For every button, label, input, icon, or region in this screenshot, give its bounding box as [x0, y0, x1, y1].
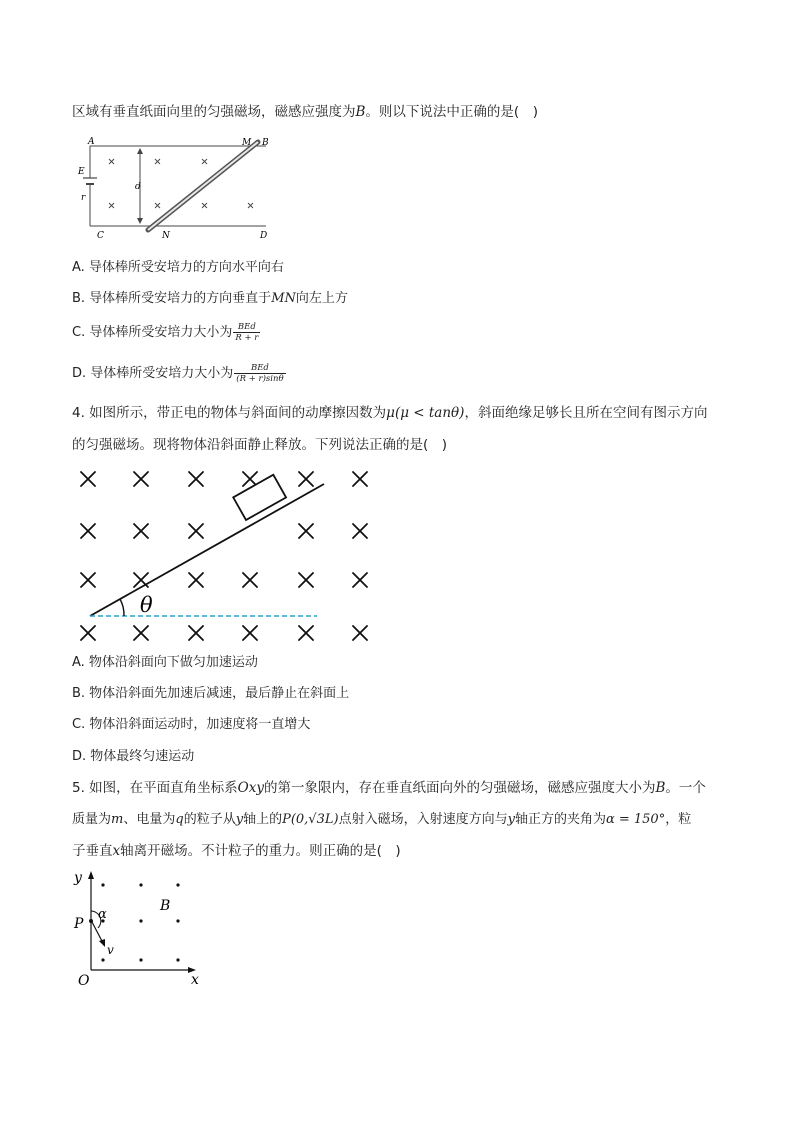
y-axis-arrow [88, 871, 94, 879]
label-v: v [107, 943, 114, 957]
q4-option-d[interactable]: D. 物体最终匀速运动 [72, 749, 195, 764]
q3-option-d-fraction [234, 363, 285, 384]
q5-text-i: 轴离开磁场。不计粒子的重力。则正确的是( ) [120, 843, 401, 859]
q3-option-b-var: MN [271, 291, 296, 306]
label-r: r [81, 193, 86, 203]
label-x: x [191, 972, 199, 988]
q3-option-b[interactable] [72, 290, 348, 308]
q4-stem-line1 [72, 404, 707, 422]
q5-var-x: x [112, 843, 121, 859]
q5-stem-line3 [72, 842, 401, 860]
q5-text-c: 的粒子从 [183, 812, 236, 827]
q5-text-a: 质量为 [72, 812, 112, 827]
q5-stem-text: 5. 如图，在平面直角坐标系 [72, 780, 238, 796]
incline-surface [90, 484, 324, 616]
q3-option-d-numerator: BEd [234, 363, 285, 374]
conductor-rod-highlight [148, 142, 258, 230]
q3-option-d-text: D. 导体棒所受安培力大小为 [72, 366, 234, 381]
q3-option-a[interactable]: A. 导体棒所受安培力的方向水平向右 [72, 260, 284, 275]
q4-stem-math: μ(μ < tanθ) [386, 405, 465, 421]
q5-text-f: 轴正方的夹角为 [514, 812, 606, 827]
label-theta: θ [140, 593, 153, 617]
q5-text-h: 子垂直 [72, 843, 113, 859]
q4-stem-suffix: ，斜面绝缘足够长且所在空间有图示方向 [464, 405, 708, 421]
label-M: M [242, 138, 252, 148]
arrow-head-down [137, 218, 143, 224]
q5-var-y: y [235, 812, 244, 827]
q3-option-d[interactable] [72, 363, 286, 384]
label-A: A [88, 137, 95, 147]
q5-text-g: ，粒 [665, 812, 692, 827]
q5-coordinate-figure [70, 866, 210, 991]
q5-var-y2: y [507, 812, 515, 827]
q3-stem-var: B [355, 104, 366, 120]
velocity-arrowhead [99, 939, 105, 947]
q5-var-q: q [175, 812, 184, 827]
q4-option-a[interactable]: A. 物体沿斜面向下做匀加速运动 [72, 655, 258, 670]
label-C: C [97, 231, 104, 241]
sliding-block [233, 475, 286, 520]
velocity-vector [92, 922, 103, 943]
label-D: D [260, 231, 268, 241]
label-E: E [78, 167, 85, 177]
q3-stem-text: 区域有垂直纸面向里的匀强磁场，磁感应强度为 [72, 104, 356, 120]
q4-option-c[interactable]: C. 物体沿斜面运动时，加速度将一直增大 [72, 717, 311, 732]
q3-option-b-text: B. 导体棒所受安培力的方向垂直于 [72, 291, 272, 306]
q3-stem [72, 103, 538, 121]
q5-stem-suffix: 。一个 [665, 780, 706, 796]
q5-text-b: 、电量为 [123, 812, 176, 827]
label-P: P [74, 916, 84, 932]
q5-stem-mid: 的第一象限内，存在垂直纸面向外的匀强磁场，磁感应强度大小为 [263, 780, 656, 796]
q3-option-c-numerator: BEd [233, 322, 260, 333]
q3-option-d-denominator: (R + r)sinθ [236, 374, 284, 384]
q5-var-b: B [655, 780, 666, 796]
q5-text-d: 轴上的 [243, 812, 283, 827]
q3-option-c-fraction [233, 322, 260, 343]
q3-option-b-suffix: 向左上方 [295, 291, 348, 306]
arrow-head-up [137, 148, 143, 154]
label-d: d [135, 182, 141, 192]
label-y: y [74, 870, 82, 886]
q3-option-c-denominator: R + r [235, 333, 259, 343]
q5-point-p: P(0,√3L) [282, 812, 339, 827]
q3-circuit-figure [70, 134, 280, 244]
label-alpha: α [98, 907, 107, 922]
q5-var-oxy: Oxy [237, 780, 264, 796]
q3-option-c-text: C. 导体棒所受安培力大小为 [72, 325, 233, 340]
angle-arc [120, 599, 124, 616]
label-B: B [262, 138, 269, 148]
q4-stem-text: 4. 如图所示，带正电的物体与斜面间的动摩擦因数为 [72, 405, 387, 421]
label-B-field: B [160, 898, 171, 914]
q3-option-c[interactable] [72, 322, 260, 343]
label-O: O [78, 973, 90, 989]
q5-stem-line1 [72, 779, 706, 797]
q4-incline-figure [72, 464, 382, 644]
label-N: N [162, 231, 170, 241]
q5-angle-alpha: α = 150° [605, 812, 666, 827]
q4-option-b[interactable]: B. 物体沿斜面先加速后减速，最后静止在斜面上 [72, 686, 350, 701]
q3-stem-suffix: 。则以下说法中正确的是( ) [365, 104, 538, 120]
q4-stem-line2: 的匀强磁场。现将物体沿斜面静止释放。下列说法正确的是( ) [72, 437, 448, 453]
q5-stem-line2 [72, 811, 691, 829]
q5-text-e: 点射入磁场，入射速度方向与 [338, 812, 508, 827]
q5-var-m: m [111, 812, 124, 827]
